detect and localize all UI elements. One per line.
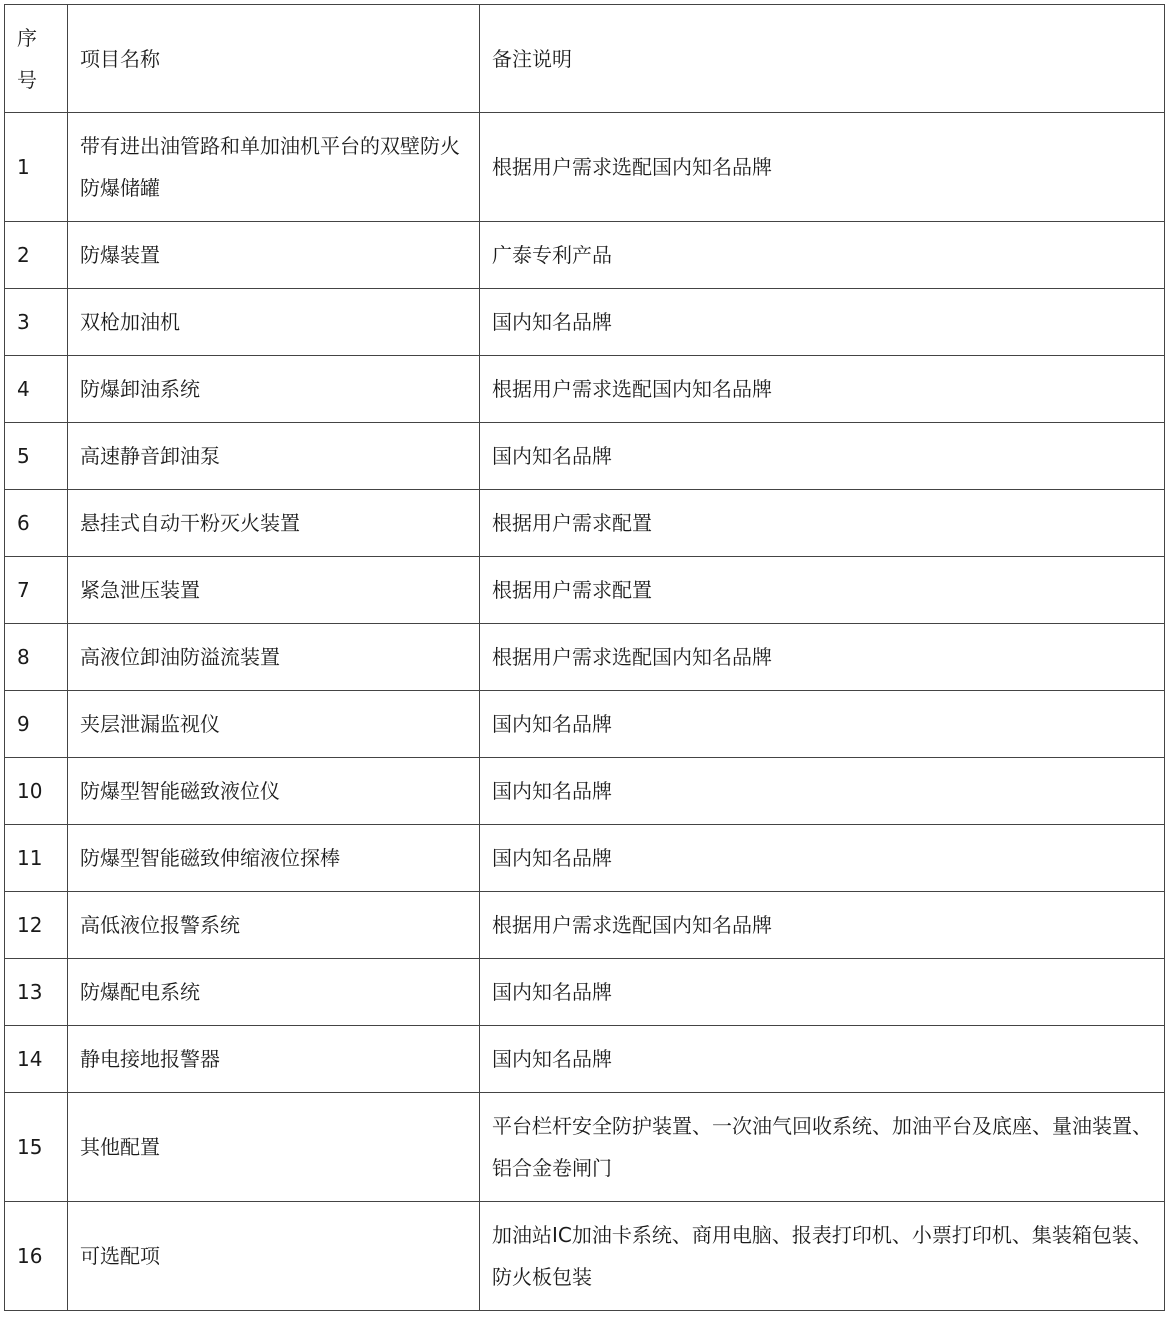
table-row [5,490,1165,557]
row-item-name: 防爆卸油系统 [68,356,480,423]
row-note: 广泰专利产品 [480,222,1165,289]
row-index: 9 [5,691,68,758]
row-note: 平台栏杆安全防护装置、一次油气回收系统、加油平台及底座、量油装置、铝合金卷闸门 [480,1093,1165,1202]
row-index: 11 [5,825,68,892]
table-row [5,222,1165,289]
row-note: 加油站IC加油卡系统、商用电脑、报表打印机、小票打印机、集装箱包装、防火板包装 [480,1202,1165,1311]
row-item-name: 紧急泄压装置 [68,557,480,624]
row-index: 12 [5,892,68,959]
row-index: 10 [5,758,68,825]
row-item-name: 双枪加油机 [68,289,480,356]
row-item-name: 静电接地报警器 [68,1026,480,1093]
row-index: 3 [5,289,68,356]
row-index: 2 [5,222,68,289]
table-row [5,959,1165,1026]
row-item-name: 防爆型智能磁致伸缩液位探棒 [68,825,480,892]
row-item-name: 防爆型智能磁致液位仪 [68,758,480,825]
row-item-name: 高液位卸油防溢流装置 [68,624,480,691]
table-row [5,289,1165,356]
row-index: 5 [5,423,68,490]
row-index: 15 [5,1093,68,1202]
row-note: 根据用户需求配置 [480,557,1165,624]
document-page [4,4,1165,1311]
row-note: 国内知名品牌 [480,1026,1165,1093]
table-row [5,892,1165,959]
row-note: 国内知名品牌 [480,289,1165,356]
row-index: 4 [5,356,68,423]
row-index: 13 [5,959,68,1026]
configuration-table [4,4,1165,1311]
row-note: 根据用户需求选配国内知名品牌 [480,624,1165,691]
table-row [5,691,1165,758]
row-item-name: 其他配置 [68,1093,480,1202]
table-header-row [5,5,1165,113]
header-item-name: 项目名称 [68,5,480,113]
row-item-name: 高低液位报警系统 [68,892,480,959]
row-index: 8 [5,624,68,691]
table-row [5,758,1165,825]
row-item-name: 悬挂式自动干粉灭火装置 [68,490,480,557]
row-index: 7 [5,557,68,624]
header-note: 备注说明 [480,5,1165,113]
row-note: 根据用户需求选配国内知名品牌 [480,892,1165,959]
table-row [5,557,1165,624]
row-note: 国内知名品牌 [480,825,1165,892]
table-row [5,423,1165,490]
table-row [5,1026,1165,1093]
row-note: 国内知名品牌 [480,423,1165,490]
row-note: 根据用户需求选配国内知名品牌 [480,356,1165,423]
table-row [5,356,1165,423]
header-index: 序号 [5,5,68,113]
row-note: 国内知名品牌 [480,758,1165,825]
row-item-name: 可选配项 [68,1202,480,1311]
row-index: 1 [5,113,68,222]
row-item-name: 防爆装置 [68,222,480,289]
table-row [5,825,1165,892]
table-row [5,624,1165,691]
row-index: 14 [5,1026,68,1093]
row-note: 根据用户需求配置 [480,490,1165,557]
row-item-name: 夹层泄漏监视仪 [68,691,480,758]
row-index: 16 [5,1202,68,1311]
row-note: 根据用户需求选配国内知名品牌 [480,113,1165,222]
row-item-name: 带有进出油管路和单加油机平台的双壁防火防爆储罐 [68,113,480,222]
table-row [5,113,1165,222]
row-item-name: 高速静音卸油泵 [68,423,480,490]
table-row [5,1202,1165,1311]
table-row [5,1093,1165,1202]
row-note: 国内知名品牌 [480,691,1165,758]
row-index: 6 [5,490,68,557]
row-note: 国内知名品牌 [480,959,1165,1026]
row-item-name: 防爆配电系统 [68,959,480,1026]
